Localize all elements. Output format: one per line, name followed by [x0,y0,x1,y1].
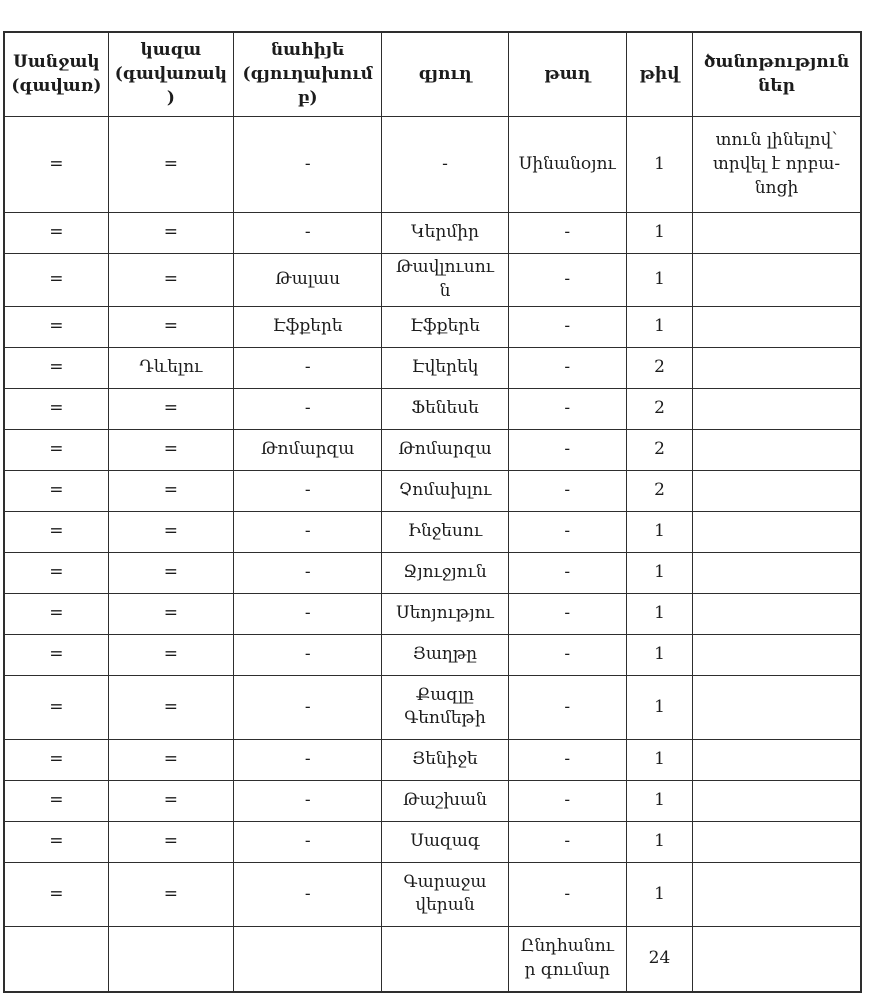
cell-notes [693,821,861,862]
cell-kaza: = [108,780,233,821]
cell-kaza: = [108,213,233,254]
cell-quarter: - [508,739,626,780]
cell-count: 2 [626,388,692,429]
cell-nahiye: - [234,634,382,675]
cell-village: Չոմախլու [382,470,508,511]
cell-notes [693,862,861,926]
cell-notes: տուն լինելով՝ տրվել է որբա-նոցի [693,117,861,213]
cell-nahiye: - [234,821,382,862]
cell-kaza: = [108,675,233,739]
cell-notes [693,552,861,593]
cell-quarter: - [508,347,626,388]
table-row [4,780,861,821]
villages-table [3,31,862,993]
col-header-village: գյուղ [382,32,508,117]
cell-village: Սեոյությու [382,593,508,634]
cell-count: 1 [626,254,692,307]
cell-sanjak: = [4,780,108,821]
cell-notes [693,675,861,739]
cell-village: Ջյուջյուն [382,552,508,593]
cell-sanjak: = [4,429,108,470]
cell-count: 2 [626,429,692,470]
cell-count: 1 [626,675,692,739]
cell-count: 1 [626,552,692,593]
cell-nahiye: Թալաս [234,254,382,307]
cell-quarter: Սինանօյու [508,117,626,213]
cell-kaza: = [108,306,233,347]
cell-notes [693,254,861,307]
cell-kaza: = [108,739,233,780]
cell-quarter: - [508,306,626,347]
table-row [4,254,861,307]
cell-village: Յենիջե [382,739,508,780]
cell-nahiye: - [234,780,382,821]
cell-village: Կերմիր [382,213,508,254]
cell-sanjak: = [4,821,108,862]
cell-sanjak: = [4,470,108,511]
cell-sanjak: = [4,675,108,739]
cell-nahiye: Թոմարզա [234,429,382,470]
cell-village: Էֆքերե [382,306,508,347]
cell-count: 1 [626,739,692,780]
col-header-quarter: թաղ [508,32,626,117]
cell-kaza: = [108,470,233,511]
cell-kaza: = [108,634,233,675]
cell-nahiye: - [234,862,382,926]
total-label: Ընդհանուր գումար [508,926,626,992]
cell-count: 1 [626,117,692,213]
cell-count: 1 [626,780,692,821]
cell-village: Քազլը Գեոմեթի [382,675,508,739]
table-row [4,347,861,388]
cell-sanjak: = [4,347,108,388]
col-header-nahiye: նահիյե (գյուղախումբ) [234,32,382,117]
cell-village: Թավլուսուն [382,254,508,307]
cell-quarter: - [508,780,626,821]
cell-sanjak: = [4,739,108,780]
cell-sanjak: = [4,634,108,675]
cell-village: Սազագ [382,821,508,862]
cell-sanjak: = [4,117,108,213]
cell-kaza: = [108,511,233,552]
cell-empty [693,926,861,992]
cell-notes [693,511,861,552]
cell-count: 1 [626,213,692,254]
table-row [4,862,861,926]
cell-notes [693,739,861,780]
cell-notes [693,388,861,429]
cell-quarter: - [508,862,626,926]
cell-kaza: = [108,552,233,593]
table-row [4,470,861,511]
cell-village: Թոմարզա [382,429,508,470]
cell-quarter: - [508,634,626,675]
cell-village: Յաղթը [382,634,508,675]
cell-nahiye: - [234,511,382,552]
table-header-row [4,32,861,117]
cell-notes [693,213,861,254]
cell-quarter: - [508,552,626,593]
cell-village: Ինջեսու [382,511,508,552]
table-row [4,552,861,593]
cell-notes [693,347,861,388]
total-row [4,926,861,992]
cell-quarter: - [508,254,626,307]
cell-empty [108,926,233,992]
cell-notes [693,593,861,634]
cell-kaza: = [108,117,233,213]
col-header-count: թիվ [626,32,692,117]
table-row [4,306,861,347]
cell-sanjak: = [4,388,108,429]
cell-kaza: = [108,429,233,470]
cell-village: Գարաջա վերան [382,862,508,926]
table-row [4,429,861,470]
cell-sanjak: = [4,593,108,634]
cell-village: Էվերեկ [382,347,508,388]
table-row [4,213,861,254]
cell-empty [234,926,382,992]
cell-empty [382,926,508,992]
cell-count: 1 [626,511,692,552]
cell-quarter: - [508,675,626,739]
cell-quarter: - [508,429,626,470]
col-header-notes: ծանոթություններ [693,32,861,117]
cell-count: 1 [626,306,692,347]
cell-quarter: - [508,388,626,429]
table-row [4,675,861,739]
cell-count: 1 [626,634,692,675]
cell-nahiye: - [234,593,382,634]
cell-village: Թաշխան [382,780,508,821]
cell-kaza: = [108,593,233,634]
cell-kaza: = [108,862,233,926]
table-row [4,593,861,634]
cell-count: 2 [626,347,692,388]
cell-notes [693,634,861,675]
cell-kaza: = [108,821,233,862]
cell-quarter: - [508,511,626,552]
cell-nahiye: - [234,675,382,739]
table-row [4,634,861,675]
cell-sanjak: = [4,552,108,593]
col-header-kaza: կազա (գավառակ) [108,32,233,117]
cell-count: 2 [626,470,692,511]
cell-count: 1 [626,593,692,634]
cell-notes [693,780,861,821]
cell-quarter: - [508,470,626,511]
cell-village: Ֆենեսե [382,388,508,429]
cell-nahiye: - [234,739,382,780]
cell-nahiye: - [234,388,382,429]
cell-nahiye: - [234,117,382,213]
total-count: 24 [626,926,692,992]
cell-notes [693,470,861,511]
cell-nahiye: - [234,347,382,388]
table-row [4,739,861,780]
cell-nahiye: - [234,213,382,254]
cell-sanjak: = [4,213,108,254]
cell-sanjak: = [4,306,108,347]
cell-count: 1 [626,862,692,926]
cell-kaza: = [108,388,233,429]
cell-sanjak: = [4,862,108,926]
cell-count: 1 [626,821,692,862]
cell-quarter: - [508,213,626,254]
cell-notes [693,306,861,347]
table-row [4,821,861,862]
cell-notes [693,429,861,470]
cell-nahiye: Էֆքերե [234,306,382,347]
cell-nahiye: - [234,470,382,511]
cell-sanjak: = [4,254,108,307]
cell-kaza: = [108,254,233,307]
col-header-sanjak: Սանջակ (գավառ) [4,32,108,117]
cell-quarter: - [508,593,626,634]
cell-village: - [382,117,508,213]
cell-quarter: - [508,821,626,862]
cell-sanjak: = [4,511,108,552]
table-row [4,117,861,213]
cell-kaza: Դևելու [108,347,233,388]
table-row [4,511,861,552]
cell-empty [4,926,108,992]
table-row [4,388,861,429]
cell-nahiye: - [234,552,382,593]
